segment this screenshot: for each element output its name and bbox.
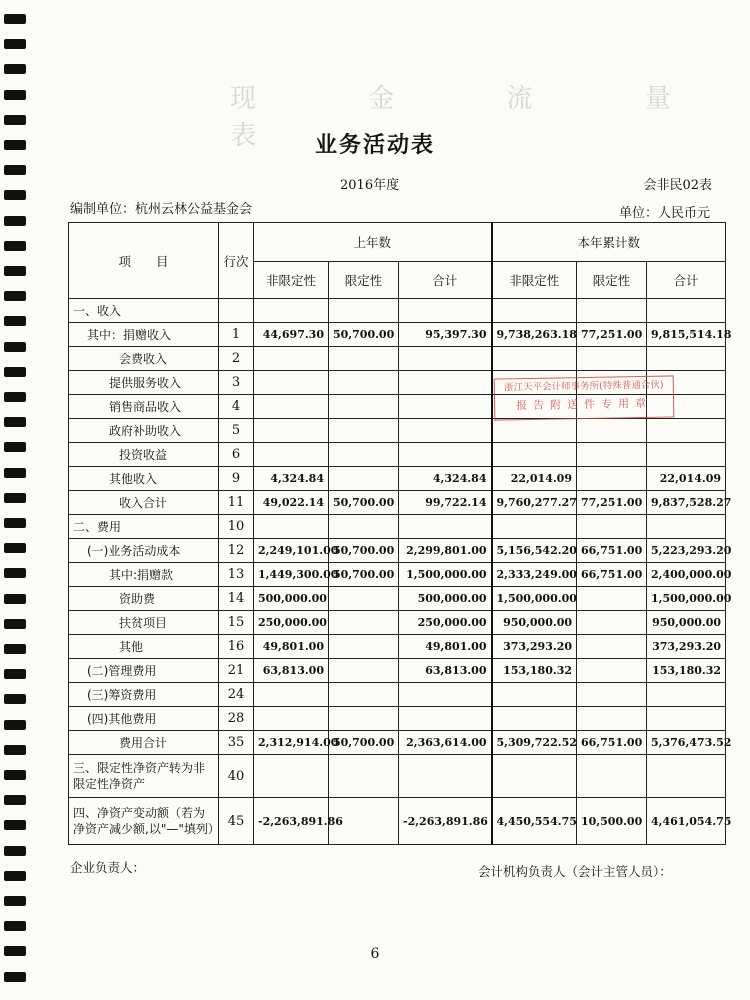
binding-ring: [4, 820, 26, 830]
binding-ring: [4, 720, 26, 730]
binding-ring: [4, 770, 26, 780]
header-prev-year: 上年数: [254, 223, 492, 262]
table-row: [69, 707, 726, 731]
curr-total: 1,500,000.00: [647, 587, 726, 611]
curr-restricted: 77,251.00: [577, 491, 647, 515]
report-year: 2016年度: [340, 178, 400, 193]
table-row: [69, 798, 726, 845]
prev-restricted: 50,700.00: [329, 491, 399, 515]
prev-total: 250,000.00: [399, 611, 492, 635]
curr-total: 5,223,293.20: [647, 539, 726, 563]
binding-ring: [4, 871, 26, 881]
prev-total: 1,500,000.00: [399, 563, 492, 587]
row-line-number: 1: [219, 323, 254, 347]
row-label: 一、收入: [69, 299, 219, 323]
curr-restricted: [577, 299, 647, 323]
binding-ring: [4, 367, 26, 377]
prev-total: 63,813.00: [399, 659, 492, 683]
binding-ring: [4, 14, 26, 24]
curr-unrestricted: [492, 755, 577, 798]
row-line-number: 3: [219, 371, 254, 395]
curr-restricted: [577, 347, 647, 371]
binding-ring: [4, 619, 26, 629]
row-line-number: 35: [219, 731, 254, 755]
prev-unrestricted: 49,801.00: [254, 635, 329, 659]
curr-unrestricted: [492, 707, 577, 731]
row-label: 其中：捐赠收入: [69, 323, 219, 347]
binding-ring: [4, 644, 26, 654]
curr-restricted: [577, 515, 647, 539]
prev-restricted: [329, 347, 399, 371]
prev-total: [399, 299, 492, 323]
curr-restricted: [577, 755, 647, 798]
row-label: (二)管理费用: [69, 659, 219, 683]
header-prev-restricted: 限定性: [329, 262, 399, 299]
row-label: (三)筹资费用: [69, 683, 219, 707]
table-row: [69, 443, 726, 467]
curr-total: 4,461,054.75: [647, 798, 726, 845]
row-line-number: 45: [219, 798, 254, 845]
curr-restricted: 66,751.00: [577, 731, 647, 755]
curr-restricted: [577, 467, 647, 491]
binding-ring: [4, 745, 26, 755]
accounting-head-signature: 会计机构负责人（会计主管人员）：: [478, 864, 672, 879]
binding-ring: [4, 266, 26, 276]
curr-unrestricted: 373,293.20: [492, 635, 577, 659]
curr-unrestricted: 22,014.09: [492, 467, 577, 491]
binding-ring: [4, 39, 26, 49]
prev-restricted: [329, 587, 399, 611]
row-line-number: 13: [219, 563, 254, 587]
prev-restricted: 50,700.00: [329, 731, 399, 755]
curr-unrestricted: 9,760,277.27: [492, 491, 577, 515]
prev-total: [399, 371, 492, 395]
preparing-unit: 编制单位：杭州云林公益基金会: [70, 202, 253, 217]
table-row: [69, 419, 726, 443]
curr-total: [647, 755, 726, 798]
row-line-number: 16: [219, 635, 254, 659]
header-prev-unrestricted: 非限定性: [254, 262, 329, 299]
curr-unrestricted: [492, 443, 577, 467]
prev-total: [399, 443, 492, 467]
curr-unrestricted: 153,180.32: [492, 659, 577, 683]
prev-unrestricted: [254, 299, 329, 323]
row-label: 三、限定性净资产转为非限定性净资产: [69, 755, 219, 798]
prev-restricted: [329, 707, 399, 731]
binding-ring: [4, 392, 26, 402]
binding-ring: [4, 896, 26, 906]
curr-total: [647, 419, 726, 443]
prev-unrestricted: [254, 683, 329, 707]
table-row: [69, 323, 726, 347]
curr-total: [647, 707, 726, 731]
prev-unrestricted: 44,697.30: [254, 323, 329, 347]
table-row: [69, 299, 726, 323]
binding-ring: [4, 921, 26, 931]
binding-ring: [4, 442, 26, 452]
curr-total: 22,014.09: [647, 467, 726, 491]
table-row: [69, 611, 726, 635]
binding-ring: [4, 669, 26, 679]
row-line-number: 4: [219, 395, 254, 419]
curr-unrestricted: [492, 683, 577, 707]
curr-restricted: [577, 659, 647, 683]
binding-ring: [4, 493, 26, 503]
curr-total: [647, 515, 726, 539]
row-label: 会费收入: [69, 347, 219, 371]
prev-total: [399, 515, 492, 539]
enterprise-head-signature: 企业负责人：: [70, 860, 146, 875]
header-curr-total: 合计: [647, 262, 726, 299]
row-label: 四、净资产变动额（若为净资产减少额,以"—"填列）: [69, 798, 219, 845]
prev-total: 2,299,801.00: [399, 539, 492, 563]
table-row: [69, 635, 726, 659]
curr-restricted: [577, 419, 647, 443]
header-prev-total: 合计: [399, 262, 492, 299]
table-row: [69, 347, 726, 371]
prev-unrestricted: 49,022.14: [254, 491, 329, 515]
binding-ring: [4, 694, 26, 704]
row-line-number: 6: [219, 443, 254, 467]
prev-restricted: [329, 395, 399, 419]
binding-ring: [4, 468, 26, 478]
prev-unrestricted: [254, 347, 329, 371]
binding-ring: [4, 342, 26, 352]
binding-ring: [4, 64, 26, 74]
header-curr-unrestricted: 非限定性: [492, 262, 577, 299]
prev-total: -2,263,891.86: [399, 798, 492, 845]
curr-unrestricted: 4,450,554.75: [492, 798, 577, 845]
prev-unrestricted: [254, 443, 329, 467]
curr-total: [647, 347, 726, 371]
row-label: 其他: [69, 635, 219, 659]
prev-total: 49,801.00: [399, 635, 492, 659]
prev-total: [399, 755, 492, 798]
row-label: 其中:捐赠款: [69, 563, 219, 587]
prev-restricted: [329, 635, 399, 659]
prev-restricted: [329, 755, 399, 798]
row-line-number: 21: [219, 659, 254, 683]
curr-restricted: 66,751.00: [577, 539, 647, 563]
curr-total: [647, 299, 726, 323]
prev-restricted: [329, 659, 399, 683]
prev-unrestricted: [254, 395, 329, 419]
binding-ring: [4, 165, 26, 175]
curr-restricted: [577, 635, 647, 659]
prev-total: [399, 347, 492, 371]
prev-restricted: [329, 611, 399, 635]
table-row: [69, 755, 726, 798]
currency-unit: 单位：人民币元: [618, 206, 710, 221]
row-line-number: 10: [219, 515, 254, 539]
prev-unrestricted: [254, 419, 329, 443]
prev-unrestricted: 2,312,914.00: [254, 731, 329, 755]
prev-total: [399, 419, 492, 443]
table-row: [69, 539, 726, 563]
prev-restricted: [329, 299, 399, 323]
row-label: 扶贫项目: [69, 611, 219, 635]
curr-total: 9,815,514.18: [647, 323, 726, 347]
binding-ring: [4, 518, 26, 528]
curr-total: [647, 443, 726, 467]
row-line-number: 24: [219, 683, 254, 707]
curr-restricted: [577, 611, 647, 635]
table-row: [69, 587, 726, 611]
binding-ring: [4, 846, 26, 856]
table-row: [69, 491, 726, 515]
row-line-number: 40: [219, 755, 254, 798]
curr-restricted: 77,251.00: [577, 323, 647, 347]
row-line-number: [219, 299, 254, 323]
curr-unrestricted: 5,156,542.20: [492, 539, 577, 563]
prev-unrestricted: 2,249,101.00: [254, 539, 329, 563]
accounting-firm-stamp: [494, 375, 675, 420]
prev-unrestricted: 1,449,300.00: [254, 563, 329, 587]
curr-total: 5,376,473.52: [647, 731, 726, 755]
curr-unrestricted: [492, 347, 577, 371]
binding-ring: [4, 291, 26, 301]
ghost-watermark-title: 现 金 流 量 表: [230, 84, 723, 151]
curr-restricted: 10,500.00: [577, 798, 647, 845]
prev-unrestricted: 500,000.00: [254, 587, 329, 611]
prev-restricted: [329, 419, 399, 443]
binding-ring: [4, 216, 26, 226]
prev-total: 4,324.84: [399, 467, 492, 491]
binding-ring: [4, 795, 26, 805]
stamp-line-1: 浙江天平会计师事务所(特殊普通合伙): [503, 379, 664, 394]
binding-ring: [4, 241, 26, 251]
row-line-number: 2: [219, 347, 254, 371]
curr-unrestricted: 1,500,000.00: [492, 587, 577, 611]
row-line-number: 12: [219, 539, 254, 563]
prev-restricted: 50,700.00: [329, 323, 399, 347]
curr-unrestricted: [492, 515, 577, 539]
curr-total: 2,400,000.00: [647, 563, 726, 587]
binding-ring: [4, 972, 26, 982]
prev-unrestricted: [254, 707, 329, 731]
prev-restricted: [329, 683, 399, 707]
row-label: 销售商品收入: [69, 395, 219, 419]
prev-restricted: 50,700.00: [329, 563, 399, 587]
row-line-number: 15: [219, 611, 254, 635]
row-label: 提供服务收入: [69, 371, 219, 395]
row-label: 收入合计: [69, 491, 219, 515]
curr-unrestricted: 5,309,722.52: [492, 731, 577, 755]
row-label: 其他收入: [69, 467, 219, 491]
curr-total: 9,837,528.27: [647, 491, 726, 515]
row-label: 费用合计: [69, 731, 219, 755]
table-row: [69, 731, 726, 755]
binding-ring: [4, 90, 26, 100]
prev-total: 95,397.30: [399, 323, 492, 347]
table-row: [69, 467, 726, 491]
binding-ring: [4, 568, 26, 578]
prev-restricted: [329, 515, 399, 539]
row-label: 政府补助收入: [69, 419, 219, 443]
curr-total: 373,293.20: [647, 635, 726, 659]
curr-unrestricted: 950,000.00: [492, 611, 577, 635]
curr-total: 950,000.00: [647, 611, 726, 635]
curr-unrestricted: [492, 419, 577, 443]
curr-unrestricted: [492, 299, 577, 323]
binding-ring: [4, 115, 26, 125]
prev-unrestricted: -2,263,891.86: [254, 798, 329, 845]
prev-total: [399, 395, 492, 419]
curr-total: [647, 683, 726, 707]
row-label: 资助费: [69, 587, 219, 611]
curr-restricted: 66,751.00: [577, 563, 647, 587]
curr-restricted: [577, 707, 647, 731]
prev-restricted: [329, 443, 399, 467]
prev-unrestricted: 250,000.00: [254, 611, 329, 635]
row-line-number: 14: [219, 587, 254, 611]
prev-unrestricted: [254, 755, 329, 798]
header-curr-year: 本年累计数: [492, 223, 726, 262]
binding-ring: [4, 316, 26, 326]
prev-restricted: 50,700.00: [329, 539, 399, 563]
binding-ring: [4, 543, 26, 553]
page-number: 6: [370, 946, 380, 962]
prev-total: 500,000.00: [399, 587, 492, 611]
row-line-number: 9: [219, 467, 254, 491]
table-row: [69, 683, 726, 707]
curr-restricted: [577, 443, 647, 467]
row-label: (一)业务活动成本: [69, 539, 219, 563]
binding-ring: [4, 594, 26, 604]
row-label: 投资收益: [69, 443, 219, 467]
prev-unrestricted: 63,813.00: [254, 659, 329, 683]
row-label: 二、费用: [69, 515, 219, 539]
curr-total: 153,180.32: [647, 659, 726, 683]
row-line-number: 28: [219, 707, 254, 731]
header-line: 行次: [219, 223, 254, 299]
curr-restricted: [577, 683, 647, 707]
prev-restricted: [329, 467, 399, 491]
prev-restricted: [329, 371, 399, 395]
prev-unrestricted: [254, 515, 329, 539]
form-number: 会非民02表: [643, 178, 712, 193]
table-row: [69, 659, 726, 683]
curr-unrestricted: 2,333,249.00: [492, 563, 577, 587]
prev-unrestricted: 4,324.84: [254, 467, 329, 491]
prev-total: [399, 707, 492, 731]
prev-total: [399, 683, 492, 707]
row-label: (四)其他费用: [69, 707, 219, 731]
curr-restricted: [577, 587, 647, 611]
row-line-number: 5: [219, 419, 254, 443]
binding-ring: [4, 417, 26, 427]
curr-unrestricted: 9,738,263.18: [492, 323, 577, 347]
activity-table: [68, 222, 732, 845]
page-title: 业务活动表: [314, 133, 435, 158]
table-row: [69, 563, 726, 587]
row-line-number: 11: [219, 491, 254, 515]
binding-ring: [4, 190, 26, 200]
prev-total: 99,722.14: [399, 491, 492, 515]
header-item: 项 目: [69, 223, 219, 299]
prev-total: 2,363,614.00: [399, 731, 492, 755]
header-curr-restricted: 限定性: [577, 262, 647, 299]
table-row: [69, 515, 726, 539]
stamp-line-2: 报告附送件专用章: [516, 396, 653, 413]
prev-unrestricted: [254, 371, 329, 395]
